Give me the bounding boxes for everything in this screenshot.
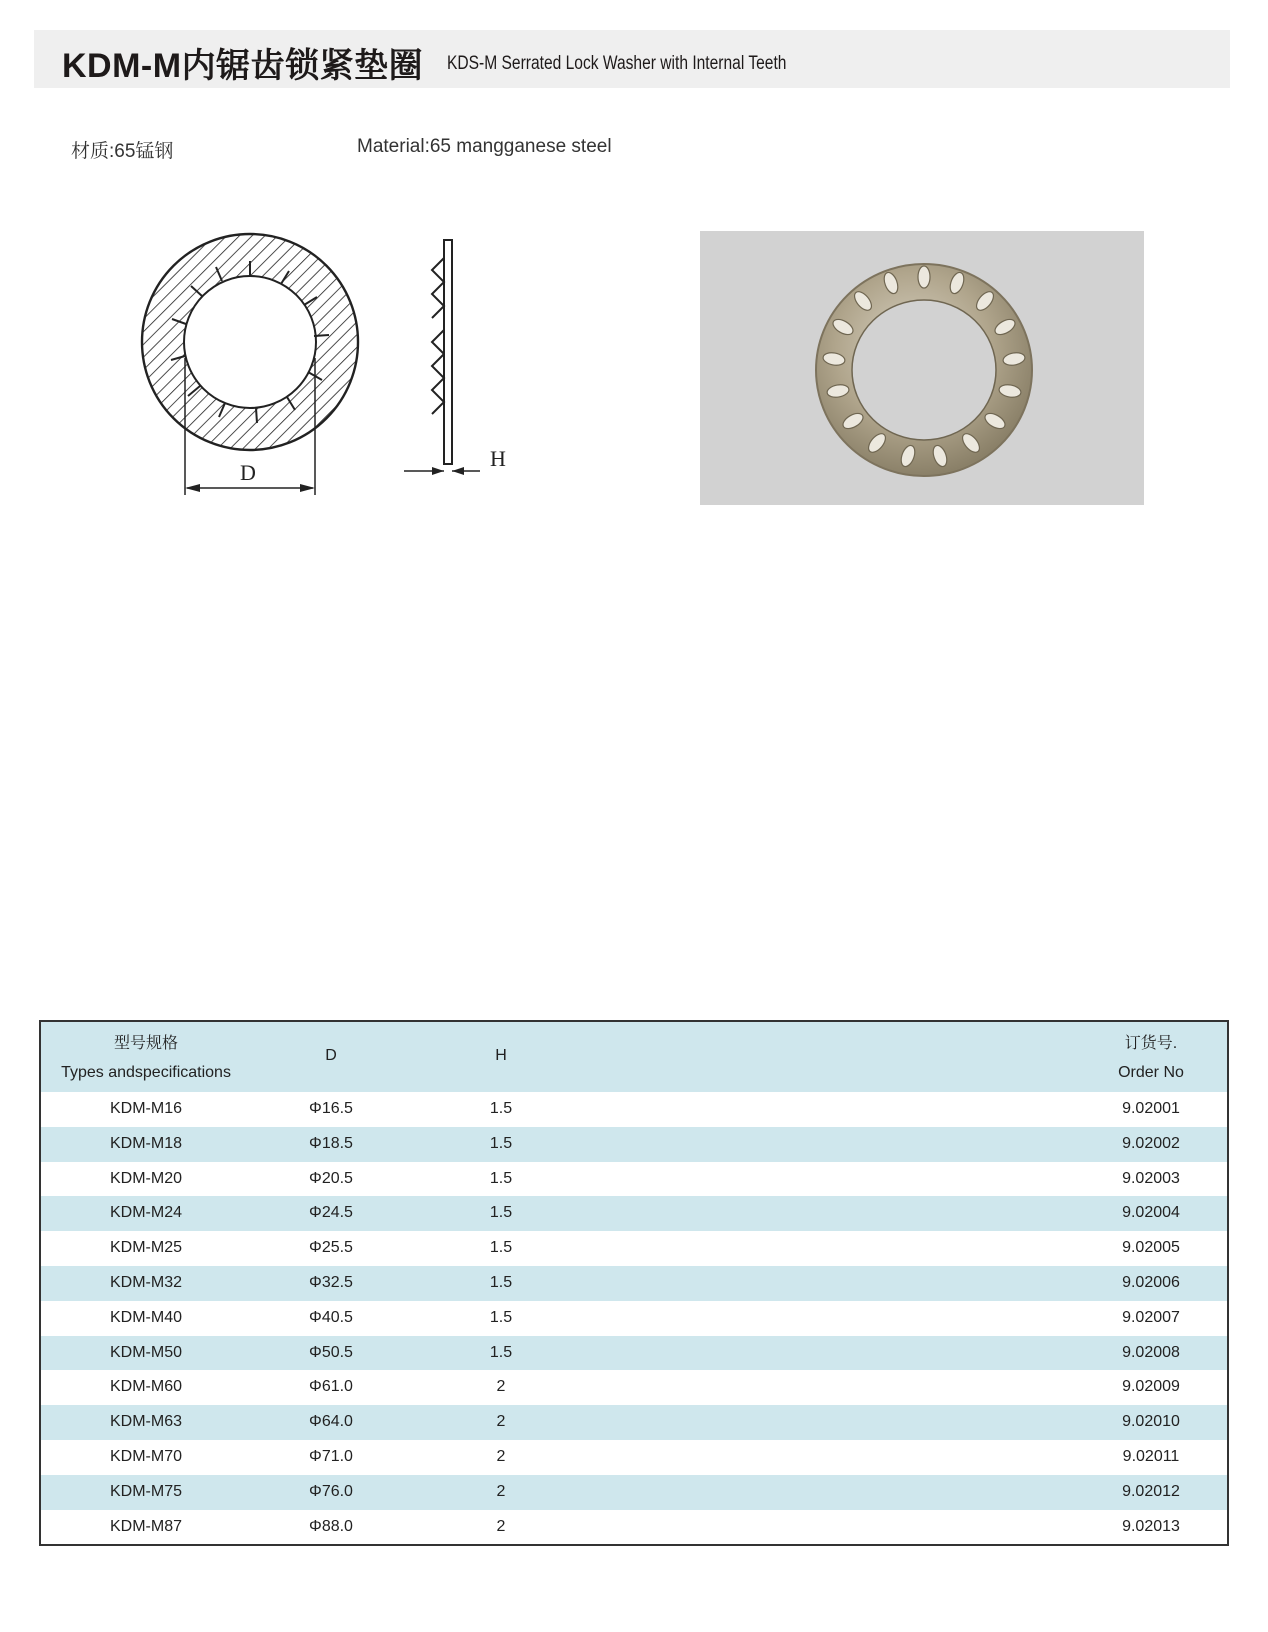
cell-type: KDM-M75 <box>109 1482 182 1500</box>
cell-d: Φ18.5 <box>309 1134 353 1152</box>
product-photo <box>700 231 1144 505</box>
table-row <box>41 1162 1227 1197</box>
cell-type: KDM-M32 <box>109 1273 182 1291</box>
header-type-cn: 型号规格 <box>113 1035 178 1052</box>
cell-type: KDM-M20 <box>109 1169 182 1187</box>
cell-d: Φ16.5 <box>309 1100 353 1117</box>
cell-type: KDM-M60 <box>109 1378 182 1396</box>
table-row <box>41 1127 1227 1162</box>
cell-d: Φ40.5 <box>309 1308 353 1326</box>
table-row <box>41 1510 1227 1545</box>
dimension-h-label: H <box>490 446 506 471</box>
cell-order: 9.02012 <box>1122 1482 1180 1500</box>
cell-type: KDM-M40 <box>109 1308 182 1326</box>
dimension-d-label: D <box>240 460 256 485</box>
cell-d: Φ64.0 <box>309 1413 353 1431</box>
table-header <box>41 1022 1227 1092</box>
table-row <box>41 1370 1227 1405</box>
material-cn: 材质:65锰钢 <box>71 141 174 162</box>
cell-h: 1.5 <box>489 1343 513 1361</box>
cell-d: Φ24.5 <box>309 1204 353 1222</box>
cell-order: 9.02008 <box>1122 1343 1180 1361</box>
cell-d: Φ61.0 <box>309 1378 353 1396</box>
cell-d: Φ71.0 <box>309 1447 353 1465</box>
cell-h: 1.5 <box>489 1308 513 1326</box>
cell-h: 2 <box>496 1517 506 1535</box>
cell-type: KDM-M24 <box>109 1204 182 1222</box>
cell-order: 9.02002 <box>1122 1134 1180 1152</box>
title-bar <box>34 30 1230 88</box>
cell-order: 9.02013 <box>1122 1517 1180 1535</box>
cell-d: Φ88.0 <box>309 1517 353 1535</box>
page-subtitle: KDS-M Serrated Lock Washer with Internal Teeth <box>447 53 787 74</box>
cell-type: KDM-M63 <box>109 1413 182 1431</box>
cell-order: 9.02004 <box>1122 1204 1180 1222</box>
washer-front-view <box>142 234 358 495</box>
cell-h: 2 <box>496 1447 506 1465</box>
cell-d: Φ25.5 <box>309 1239 353 1257</box>
washer-photo-illustration <box>700 231 1144 505</box>
cell-order: 9.02001 <box>1122 1100 1180 1117</box>
cell-h: 2 <box>496 1413 506 1431</box>
cell-type: KDM-M50 <box>109 1343 182 1361</box>
table-row <box>41 1231 1227 1266</box>
cell-d: Φ76.0 <box>309 1482 353 1500</box>
cell-order: 9.02003 <box>1122 1169 1180 1187</box>
cell-order: 9.02011 <box>1122 1447 1180 1465</box>
cell-h: 1.5 <box>489 1239 513 1257</box>
header-order-en: Order No <box>1118 1064 1184 1081</box>
cell-h: 1.5 <box>489 1273 513 1291</box>
washer-drawing <box>130 230 530 510</box>
cell-type: KDM-M25 <box>109 1239 182 1257</box>
cell-type: KDM-M18 <box>109 1134 182 1152</box>
header-d: D <box>325 1047 337 1064</box>
cell-h: 2 <box>496 1378 506 1396</box>
cell-order: 9.02006 <box>1122 1273 1180 1291</box>
table-row <box>41 1405 1227 1440</box>
cell-d: Φ50.5 <box>309 1343 353 1361</box>
header-type-en: Types andspecifications <box>61 1064 231 1081</box>
header-order-cn: 订货号. <box>1124 1035 1178 1052</box>
table-row <box>41 1440 1227 1475</box>
cell-h: 2 <box>496 1482 506 1500</box>
cell-type: KDM-M87 <box>109 1517 182 1535</box>
cell-order: 9.02005 <box>1122 1239 1180 1257</box>
cell-type: KDM-M16 <box>109 1100 182 1117</box>
cell-h: 1.5 <box>489 1204 513 1222</box>
cell-order: 9.02009 <box>1122 1378 1180 1396</box>
header-h: H <box>495 1047 507 1064</box>
cell-order: 9.02007 <box>1122 1308 1180 1326</box>
cell-type: KDM-M70 <box>109 1447 182 1465</box>
cell-d: Φ20.5 <box>309 1169 353 1187</box>
page-title: KDM-M内锯齿锁紧垫圈 <box>62 47 424 85</box>
table-row <box>41 1196 1227 1231</box>
table-row <box>41 1336 1227 1371</box>
table-body <box>41 1092 1227 1544</box>
table-row <box>41 1301 1227 1336</box>
table-row <box>41 1475 1227 1510</box>
table-row <box>41 1266 1227 1301</box>
material-en: Material:65 mangganese steel <box>357 136 612 157</box>
table-row <box>41 1092 1227 1127</box>
cell-h: 1.5 <box>489 1134 513 1152</box>
cell-d: Φ32.5 <box>309 1273 353 1291</box>
cell-h: 1.5 <box>489 1100 513 1117</box>
washer-side-view <box>404 240 506 475</box>
cell-order: 9.02010 <box>1122 1413 1180 1431</box>
cell-h: 1.5 <box>489 1169 513 1187</box>
spec-table <box>39 1020 1229 1546</box>
